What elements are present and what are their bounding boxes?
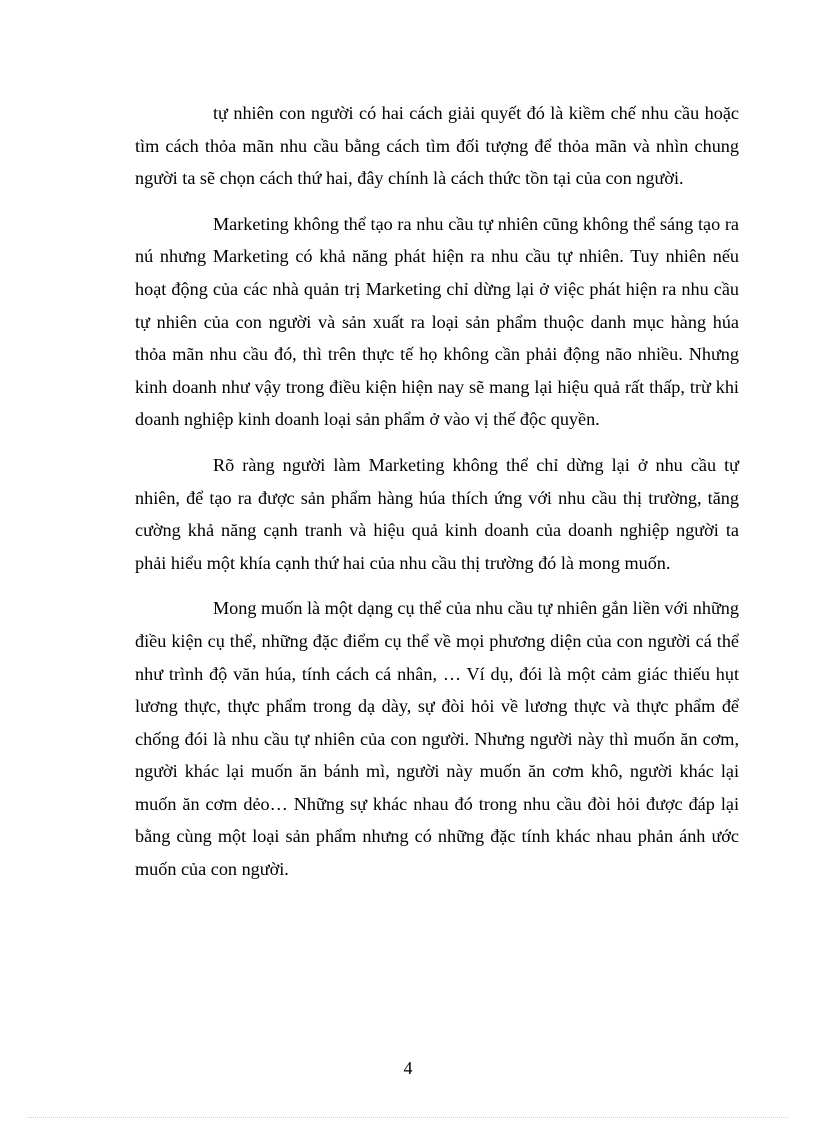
page-bottom-divider	[28, 1117, 788, 1118]
paragraph-2: Marketing không thể tạo ra nhu cầu tự nhiên cũng không thể sáng tạo ra nú nhưng Marketing có khả năng phát hiện ra nhu cầu tự nhiên. Tuy nhiên nếu hoạt động của các nhà quản trị Marketing chỉ dừng lại ở việc phát hiện ra nhu cầu tự nhiên của con người và sản xuất ra loại sản phẩm thuộc danh mục hàng húa thỏa mãn nhu cầu đó, thì trên thực tế họ không cần phải động não nhiều. Nhưng kinh doanh như vậy trong điều kiện hiện nay sẽ mang lại hiệu quả rất thấp, trừ khi doanh nghiệp kinh doanh loại sản phẩm ở vào vị thế độc quyền.	[135, 213, 739, 430]
document-body	[135, 97, 739, 899]
paragraph-3: Rõ ràng người làm Marketing không thể chỉ dừng lại ở nhu cầu tự nhiên, để tạo ra được sản phẩm hàng húa thích ứng với nhu cầu thị trường, tăng cường khả năng cạnh tranh và hiệu quả kinh doanh của doanh nghiệp người ta phải hiểu một khía cạnh thứ hai của nhu cầu thị trường đó là mong muốn.	[135, 454, 739, 573]
paragraph-4: Mong muốn là một dạng cụ thể của nhu cầu tự nhiên gắn liền với những điều kiện cụ thể, những đặc điểm cụ thể về mọi phương diện của con người cá thể như trình độ văn húa, tính cách cá nhân, … Ví dụ, đói là một cảm giác thiếu hụt lương thực, thực phẩm trong dạ dày, sự đòi hỏi về lương thực và thực phẩm để chống đói là nhu cầu tự nhiên của con người. Nhưng người này thì muốn ăn cơm, người khác lại muốn ăn bánh mì, người này muốn ăn cơm khô, người khác lại muốn ăn cơm dẻo… Những sự khác nhau đó trong nhu cầu đòi hỏi được đáp lại bằng cùng một loại sản phẩm nhưng có những đặc tính khác nhau phản ánh ước muốn của con người.	[135, 598, 739, 880]
page-number: 4	[403, 1058, 413, 1078]
paragraph-1: tự nhiên con người có hai cách giải quyết đó là kiềm chế nhu cầu hoặc tìm cách thỏa mãn nhu cầu bằng cách tìm đối tượng để thỏa mãn và nhìn chung người ta sẽ chọn cách thứ hai, đây chính là cách thức tồn tại của con người.	[135, 103, 739, 189]
